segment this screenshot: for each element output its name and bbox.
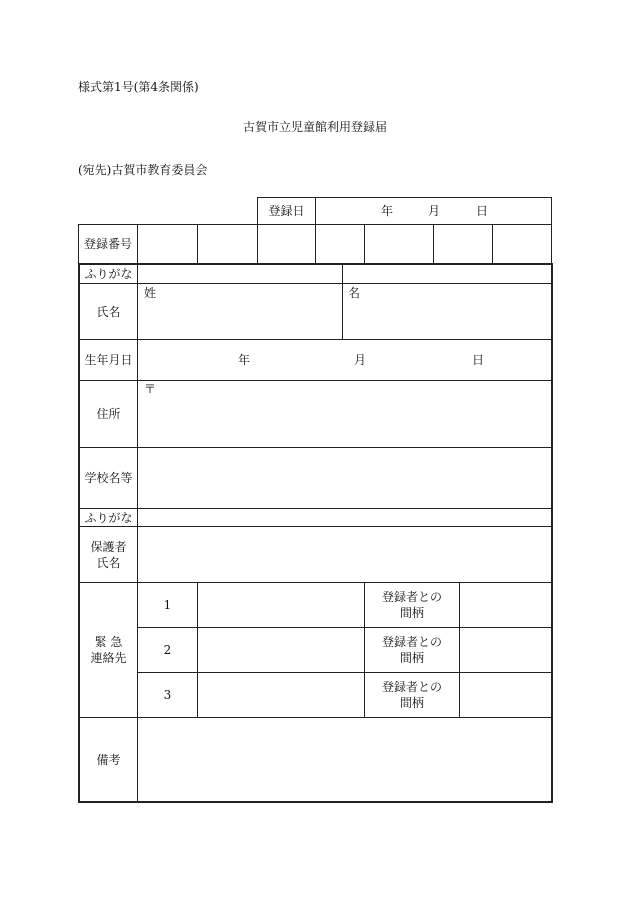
address-label: 住所 (96, 407, 121, 421)
relationship-field-2[interactable] (460, 628, 551, 672)
surname-label: 姓 (144, 286, 157, 300)
emergency-row-number: 1 (163, 598, 172, 612)
registration-number-digit-3[interactable] (258, 225, 315, 263)
guardian-name-label-line1: 保護者 (90, 540, 127, 554)
applicant-given-name-field[interactable] (343, 284, 551, 339)
registration-number-digit-6[interactable] (434, 225, 492, 263)
relationship-label-line1: 登録者との (381, 635, 442, 649)
applicant-furigana-label: ふりがな (84, 267, 133, 281)
emergency-row-number: 2 (163, 643, 172, 657)
school-label: 学校名等 (84, 471, 133, 485)
school-field[interactable] (138, 448, 551, 508)
given-name-label: 名 (348, 286, 361, 300)
guardian-name-field[interactable] (138, 527, 551, 582)
emergency-contact-field-1[interactable] (198, 583, 364, 627)
relationship-label-line1: 登録者との (381, 680, 442, 694)
applicant-given-name-furigana-field[interactable] (343, 265, 551, 283)
registration-date-label: 登録日 (268, 204, 305, 218)
registration-month-label: 月 (428, 204, 441, 218)
remarks-field[interactable] (138, 718, 551, 801)
remarks-label: 備考 (96, 753, 121, 767)
registration-number-label: 登録番号 (83, 237, 132, 251)
registration-number-digit-1[interactable] (138, 225, 197, 263)
birthdate-label: 生年月日 (84, 353, 133, 367)
birth-day-label: 日 (472, 353, 485, 367)
relationship-label-line2: 間柄 (399, 606, 424, 620)
emergency-label-line2: 連絡先 (90, 651, 127, 665)
address-field[interactable] (138, 381, 551, 447)
applicant-surname-field[interactable] (138, 284, 342, 339)
registration-year-label: 年 (381, 204, 394, 218)
applicant-name-label: 氏名 (96, 305, 121, 319)
applicant-surname-furigana-field[interactable] (138, 265, 342, 283)
emergency-row-number: 3 (163, 688, 172, 702)
relationship-label-line1: 登録者との (381, 590, 442, 604)
registration-number-digit-7[interactable] (493, 225, 551, 263)
birth-month-label: 月 (354, 353, 367, 367)
relationship-field-1[interactable] (460, 583, 551, 627)
birthdate-field[interactable] (138, 340, 551, 380)
relationship-field-3[interactable] (460, 673, 551, 717)
relationship-label-line2: 間柄 (399, 696, 424, 710)
postal-mark: 〒 (144, 382, 157, 396)
addressee: (宛先)古賀市教育委員会 (78, 163, 208, 177)
guardian-name-label-line2: 氏名 (96, 556, 121, 570)
registration-date-field[interactable] (316, 198, 551, 224)
registration-day-label: 日 (476, 204, 489, 218)
emergency-contact-field-2[interactable] (198, 628, 364, 672)
birth-year-label: 年 (238, 353, 251, 367)
emergency-contact-field-3[interactable] (198, 673, 364, 717)
registration-number-digit-4[interactable] (316, 225, 364, 263)
registration-number-digit-5[interactable] (365, 225, 433, 263)
emergency-label-line1: 緊 急 (94, 635, 123, 649)
form-number: 様式第1号(第4条関係) (78, 80, 199, 94)
guardian-furigana-field[interactable] (138, 509, 551, 526)
form-title: 古賀市立児童館利用登録届 (242, 120, 387, 134)
guardian-furigana-label: ふりがな (84, 511, 133, 525)
relationship-label-line2: 間柄 (399, 651, 424, 665)
registration-number-digit-2[interactable] (198, 225, 257, 263)
